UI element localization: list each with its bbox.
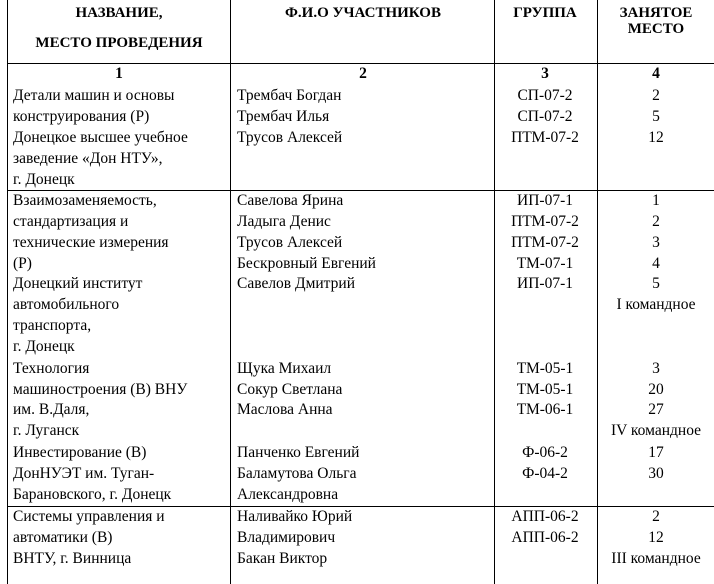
section3-name-line: Системы управления и [13,508,165,525]
team-place-value: І командное [616,296,696,313]
participant-name: Трусов Алексей [237,234,343,251]
header-place-line2: МЕСТО [627,21,685,37]
column-divider-2 [494,0,495,584]
section3-name-line: ВНТУ, г. Винница [13,550,132,567]
participant-name: Владимирович [237,529,336,546]
header-place-line1: ЗАНЯТОЕ [619,5,693,21]
team-place-value: IV командное [610,422,702,439]
group-code: Ф-06-2 [522,444,568,461]
section1-name-line: г. Донецк [13,171,75,188]
place-value: 3 [652,234,660,251]
column-number-1: 1 [115,65,123,82]
column-number-4: 4 [652,65,660,82]
section2-name-line: г. Донецк [13,338,75,355]
section2-name-line: ДонНУЭТ им. Туган- [13,465,155,482]
header-group: ГРУППА [513,5,577,21]
section2-name-line: автомобильного [13,296,120,313]
group-code: ТМ-07-1 [516,255,574,272]
section2-name-line: (Р) [13,255,32,272]
team-place-value: ІІІ командное [611,550,701,567]
header-name-line1: НАЗВАНИЕ, [75,5,163,21]
place-value: 2 [652,213,660,230]
group-code: СП-07-2 [517,108,573,125]
participant-name: Трембач Богдан [237,87,342,104]
place-value: 12 [648,529,664,546]
place-value: 5 [652,275,660,292]
place-value: 17 [648,444,664,461]
place-value: 2 [652,508,660,525]
participant-name: Сокур Светлана [237,381,343,398]
group-code: ИП-07-1 [517,192,573,209]
section3-name-line: автоматики (В) [13,529,113,546]
group-code: АПП-06-2 [511,508,579,525]
place-value: 1 [652,192,660,209]
section2-name-line: Барановского, г. Донецк [13,486,172,503]
place-value: 4 [652,255,660,272]
group-code: ПТМ-07-2 [511,234,579,251]
header-name-line2: МЕСТО ПРОВЕДЕНИЯ [35,35,203,51]
participant-name: Ладыга Денис [237,213,331,230]
section2-name-line: технические измерения [13,234,169,251]
participant-name: Щука Михаил [237,360,332,377]
section2-name-line: Технология [13,360,90,377]
section2-name-line: Инвестирование (В) [13,444,147,461]
group-code: ИП-07-1 [517,275,573,292]
section2-name-line: стандартизация и [13,213,129,230]
participant-name: Панченко Евгений [237,444,360,461]
column-number-2: 2 [359,65,367,82]
participant-name: Савелова Ярина [237,192,344,209]
section2-name-line: машиностроения (В) ВНУ [13,381,188,398]
section1-name-line: Донецкое высшее учебное [13,129,188,146]
participant-name: Баламутова Ольга [237,465,357,482]
participant-name: Наливайко Юрий [237,508,353,525]
header-participants: Ф.И.О УЧАСТНИКОВ [285,5,441,21]
place-value: 3 [652,360,660,377]
section1-name-line: заведение «Дон НТУ», [13,150,163,167]
group-code: ПТМ-07-2 [511,129,579,146]
column-divider-1 [230,0,231,584]
section2-name-line: г. Луганск [13,422,80,439]
place-value: 12 [648,129,664,146]
column-number-3: 3 [541,65,549,82]
section2-name-line: Донецкий институт [13,275,143,292]
place-value: 27 [648,401,664,418]
section2-name-line: транспорта, [13,317,92,334]
section2-name-line: им. В.Даля, [13,401,90,418]
participant-name: Александровна [237,486,339,503]
section2-name-line: Взаимозаменяемость, [13,192,157,209]
place-value: 2 [652,87,660,104]
section1-name-line: конструирования (Р) [13,108,150,125]
participant-name: Бакан Виктор [237,550,328,567]
group-code: ПТМ-07-2 [511,213,579,230]
participant-name: Трусов Алексей [237,129,343,146]
group-code: Ф-04-2 [522,465,568,482]
participant-name: Савелов Дмитрий [237,275,355,292]
table-border-left [7,0,8,584]
participant-name: Трембач Илья [237,108,330,125]
group-code: ТМ-05-1 [516,381,574,398]
group-code: СП-07-2 [517,87,573,104]
group-code: АПП-06-2 [511,529,579,546]
participant-name: Маслова Анна [237,401,333,418]
group-code: ТМ-05-1 [516,360,574,377]
place-value: 30 [648,465,664,482]
participant-name: Бескровный Евгений [237,255,376,272]
section1-name-line: Детали машин и основы [13,87,175,104]
place-value: 20 [648,381,664,398]
place-value: 5 [652,108,660,125]
group-code: ТМ-06-1 [516,401,574,418]
column-divider-3 [597,0,598,584]
